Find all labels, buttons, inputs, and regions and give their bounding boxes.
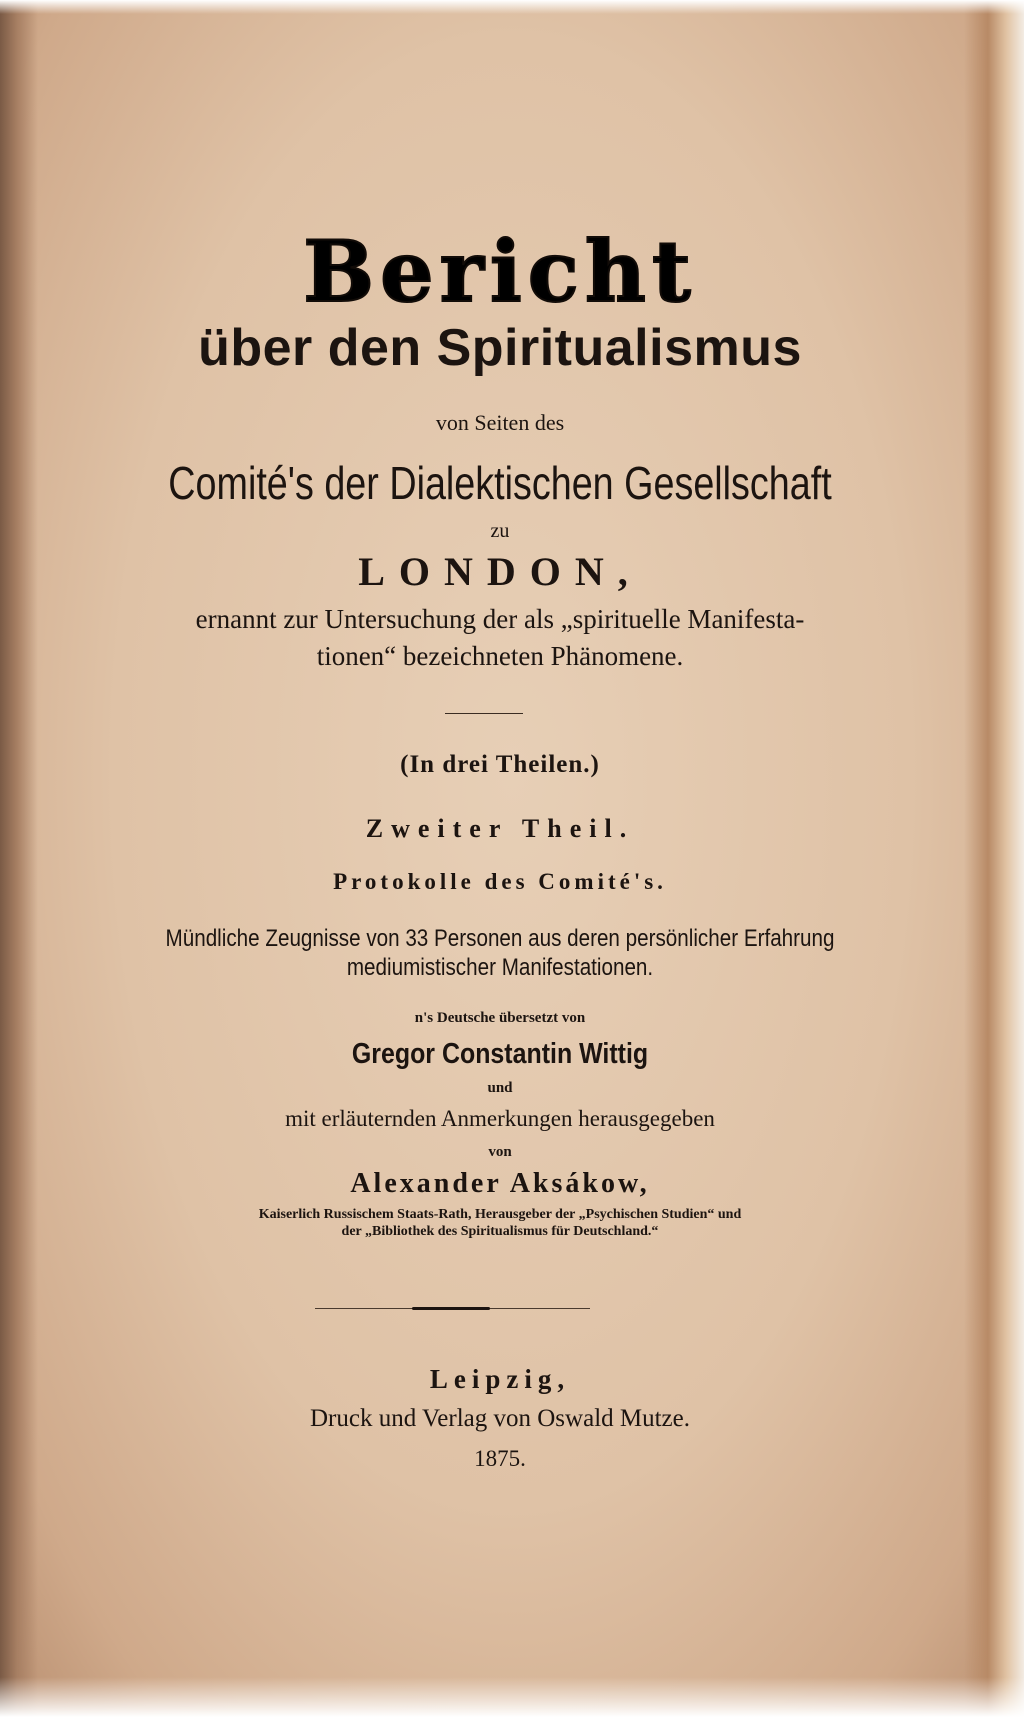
- ornamental-rule-center: [412, 1307, 490, 1310]
- page-edge-bottom: [0, 1677, 1024, 1717]
- comite-line: Comité's der Dialektischen Gesellschaft: [168, 457, 832, 509]
- city-line: LONDON,: [358, 549, 642, 594]
- translation-note: n's Deutsche übersetzt von: [414, 1010, 586, 1026]
- parts-note: (In drei Theilen.): [400, 751, 600, 778]
- commission-line-1: ernannt zur Untersuchung der als „spirituelle Manifesta-: [195, 604, 805, 634]
- imprint-city: Leipzig,: [429, 1364, 571, 1394]
- imprint-year: 1875.: [474, 1446, 526, 1471]
- editor-title-line-1: Kaiserlich Russischem Staats-Rath, Herausgeber der „Psychischen Studien“ und: [258, 1207, 742, 1222]
- main-title: Bericht: [303, 222, 697, 321]
- testimony-line-1: Mündliche Zeugnisse von 33 Personen aus deren persönlicher Erfahrung: [165, 925, 835, 952]
- volume-subtitle: Protokolle des Comité's.: [333, 869, 667, 894]
- von-line: von: [488, 1144, 512, 1160]
- short-divider-rule: [445, 713, 523, 714]
- volume-heading: Zweiter Theil.: [365, 814, 635, 843]
- page-edge-right: [964, 0, 1024, 1717]
- editor-title-line-2: der „Bibliothek des Spiritualismus für Deutschland.“: [341, 1224, 659, 1239]
- commission-line-2: tionen“ bezeichneten Phänomene.: [316, 641, 684, 671]
- translator-name: Gregor Constantin Wittig: [351, 1038, 649, 1070]
- editor-name: Alexander Aksákow,: [350, 1168, 650, 1199]
- page-edge-left: [0, 0, 38, 1717]
- von-seiten-line: von Seiten des: [435, 410, 565, 435]
- annotations-line: mit erläuternden Anmerkungen herausgegeben: [285, 1106, 715, 1131]
- page-edge-top: [0, 0, 1024, 14]
- zu-line: zu: [490, 520, 510, 542]
- imprint-publisher: Druck und Verlag von Oswald Mutze.: [309, 1405, 691, 1432]
- und-line: und: [487, 1080, 513, 1096]
- testimony-line-2: mediumistischer Manifestationen.: [346, 954, 654, 981]
- subtitle: über den Spiritualismus: [198, 319, 802, 377]
